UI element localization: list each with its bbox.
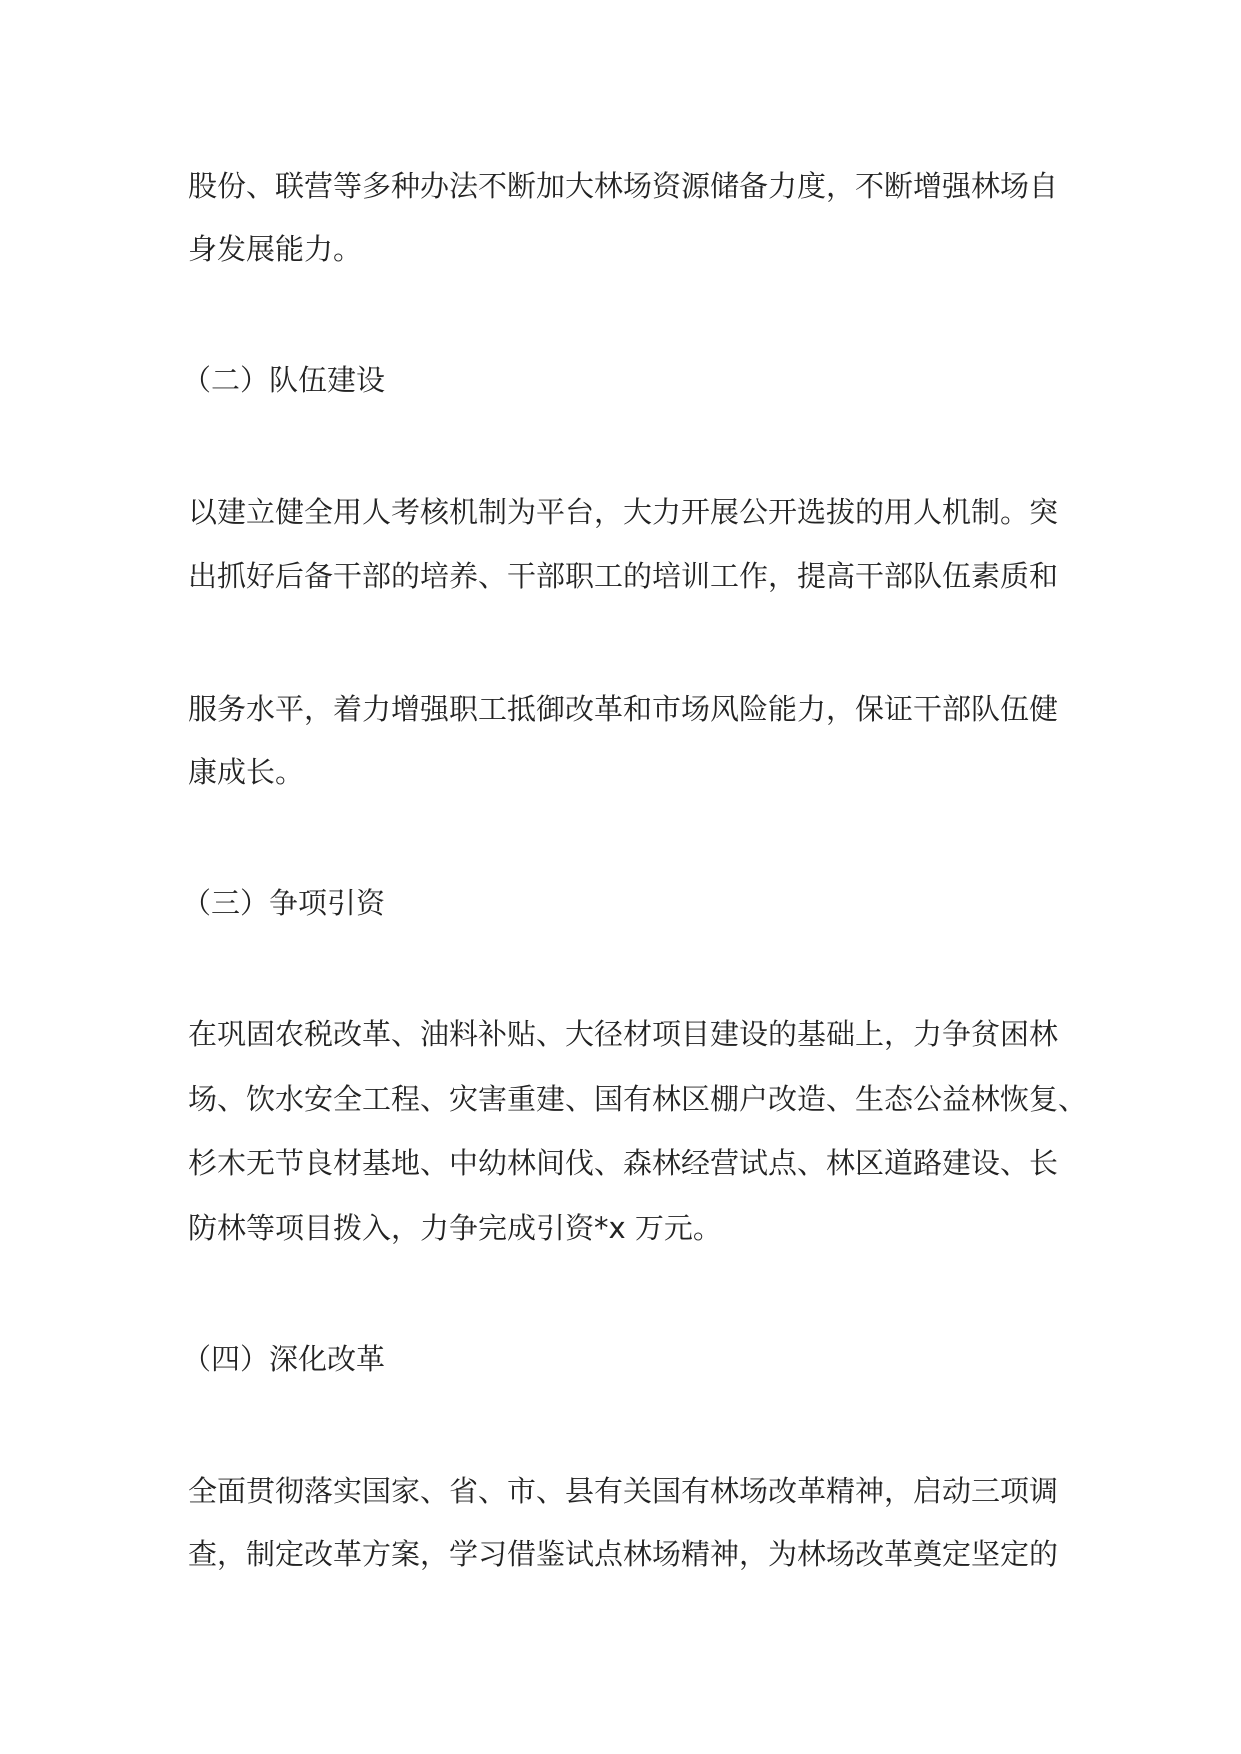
paragraph-line: 全面贯彻落实国家、省、市、县有关国有林场改革精神，启动三项调 [188,1474,1059,1508]
paragraph-line: 在巩固农税改革、油料补贴、大径材项目建设的基础上，力争贫困林 [188,1017,1059,1051]
paragraph-line: 杉木无节良材基地、中幼林间伐、森林经营试点、林区道路建设、长 [188,1146,1059,1180]
paragraph-line: 服务水平，着力增强职工抵御改革和市场风险能力，保证干部队伍健 [188,692,1059,726]
paragraph-line: 查，制定改革方案，学习借鉴试点林场精神，为林场改革奠定坚定的 [188,1537,1059,1571]
paragraph-line: 防林等项目拨入，力争完成引资*x 万元。 [188,1211,722,1245]
paragraph-line: 康成长。 [188,755,305,789]
paragraph-line: 以建立健全用人考核机制为平台，大力开展公开选拔的用人机制。突 [188,495,1059,529]
paragraph-line: 身发展能力。 [188,232,363,266]
section-heading-team-building: （二）队伍建设 [182,363,386,397]
section-heading-reform: （四）深化改革 [182,1342,386,1376]
paragraph-line: 场、饮水安全工程、灾害重建、国有林区棚户改造、生态公益林恢复、 [188,1082,1088,1116]
paragraph-line: 出抓好后备干部的培养、干部职工的培训工作，提高干部队伍素质和 [188,559,1059,593]
paragraph-line: 股份、联营等多种办法不断加大林场资源储备力度，不断增强林场自 [188,169,1059,203]
section-heading-funding: （三）争项引资 [182,886,386,920]
